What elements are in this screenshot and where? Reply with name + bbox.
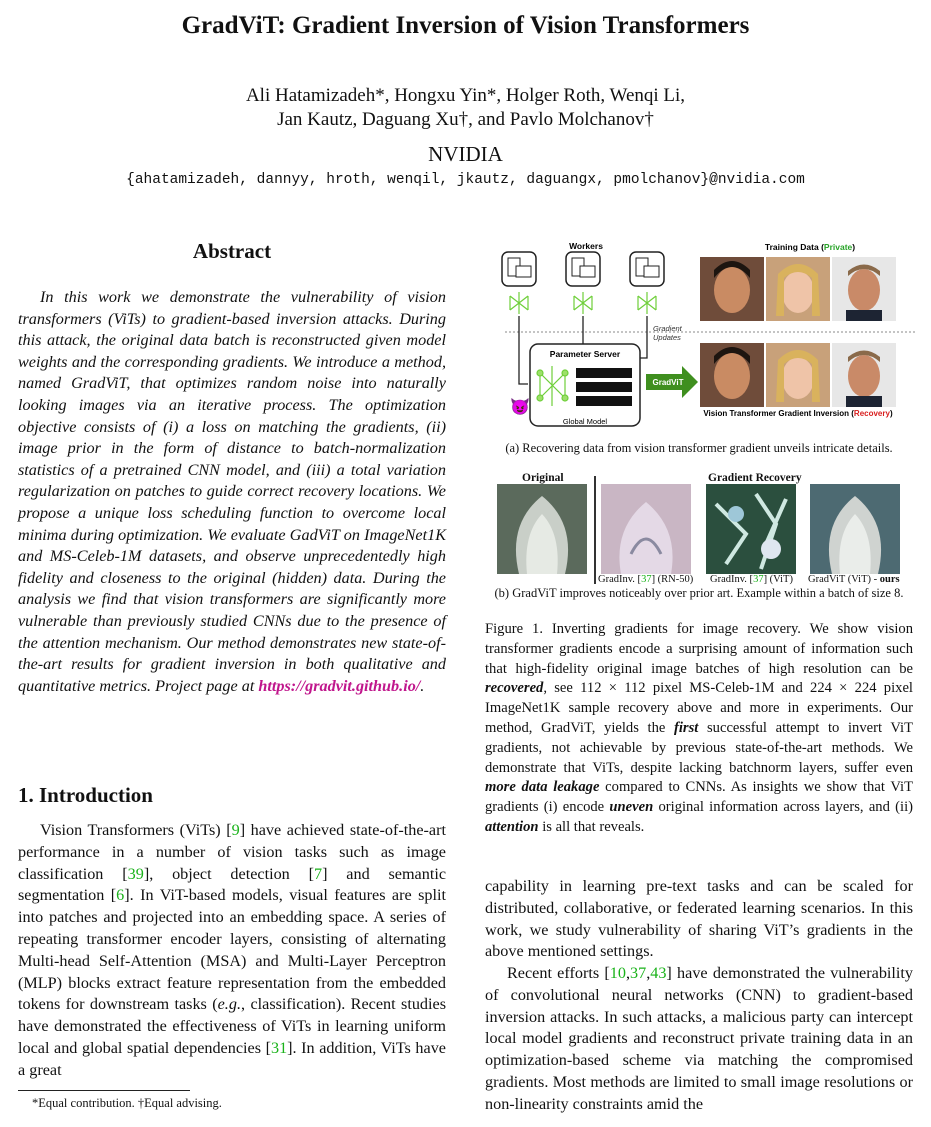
abstract-end: . [420,676,425,695]
gradvit-image [810,484,900,574]
gradient-updates-label-2: Updates [653,333,681,342]
eg-text: e.g. [217,995,241,1014]
figure-1a-diagram [490,238,915,438]
project-page-link[interactable]: https://gradvit.github.io/ [258,676,421,695]
figure-1b-caption: (b) GradViT improves noticeably over prior art. Example within a batch of size 8. [494,586,904,600]
recovered-face-3 [832,343,896,407]
recovered-face-2 [766,343,830,407]
intro-text: ] and semantic segmentation [ [18,864,447,905]
workers-label: Workers [569,241,603,251]
figure-1-caption: Figure 1. Inverting gradients for image recovery. We show vision transformer gradients encode a surprising amount of information such that high-fidelity original image batches of high resolution can be recovered, see 112 × 112 pixel MS-Celeb-1M and 224 × 224 pixel ImageNet1K sample recovery above and more in experiments. Our method, GradViT, yields the first successful attempt to invert ViT gradients, not achievable by previous state-of-the-art methods. We demonstrate that ViTs, despite lacking batchnorm layers, suffer even more data leakage compared to CNNs. As insights we show that ViT gradients (i) encode uneven original information across layers, and (ii) attention is all that reveals. [485,621,913,835]
attacker-devil-icon: 😈 [510,399,530,416]
affiliation: NVIDIA [428,142,503,166]
intro-text: , classification). Recent studies have demonstrated the effectiveness of ViTs in learning uniform local and global spatial dependencies [ [18,995,446,1057]
worker-icon-1 [502,252,536,286]
recovery-label: Vision Transformer Gradient Inversion (Recovery) [703,409,893,418]
gradient-recovery-label: Gradient Recovery [708,472,802,484]
gradinv-vit-image [706,484,796,574]
intro-text: ]. In ViT-based models, visual features are split into patches and projected into an embedding space. A series of repeating transformer encoder layers, consisting of alternating Multi-head Self-Attention (MSA) and Multi-Layer Perceptron (MLP) blocks extract feature representation from the embedded tokens for downstream tasks ( [18,886,446,1014]
citation-link[interactable]: 7 [313,864,323,883]
citation-link[interactable]: 31 [270,1038,288,1057]
intro-paragraph-1 [18,820,446,1082]
gradinv-rn50-image [601,484,691,574]
footnote-rule [18,1090,190,1091]
authors-line-2: Jan Kautz, Daguang Xu†, and Pavlo Molchanov† [277,109,654,130]
training-face-1 [700,257,764,321]
gradinv-vit-label: GradInv. [37] (ViT) [710,574,793,585]
citation-link[interactable]: 43 [650,964,667,982]
training-face-3 [832,257,896,321]
intro-text: ]. In addition, ViTs have a great [18,1038,446,1079]
citation-link[interactable]: 9 [231,821,240,839]
intro-text: Vision Transformers (ViTs) [ [40,821,232,839]
abstract-text: In this work we demonstrate the vulnerability of vision transformers (ViTs) to gradient-based inversion attacks. During this attack, the original data batch is reconstructed given model weights and the corresponding gradients. We introduce a method, named GradViT, that optimizes random noise into naturally looking images via an iterative process. The optimization objective consists of (i) a loss on matching the gradients, (ii) image prior in the form of distance to batch-normalization statistics of a pretrained CNN model, and (iii) a total variation regularization on patches to guide correct recovery locations. We propose a unique loss scheduling function to overcome local minima during optimization. We evaluate GadViT on ImageNet1K and MS-Celeb-1M datasets, and observe unprecedentedly high fidelity and closeness to the original (hidden) data. During the analysis we find that vision transformers are significantly more vulnerable than previously studied CNNs due to the presence of the attention mechanism. Our method demonstrates new state-of-the-art results for gradient inversion in both qualitative and quantitative metrics. Project page at [18,288,446,695]
authors-line-1: Ali Hatamizadeh*, Hongxu Yin*, Holger Roth, Wenqi Li, [245,85,686,106]
author-list [0,84,931,132]
gradinv-rn50-label: GradInv. [37] (RN-50) [598,574,694,585]
training-face-2 [766,257,830,321]
worker-network-icons [510,292,656,314]
figure-1a-caption: (a) Recovering data from vision transformer gradient unveils intricate details. [505,441,893,455]
figure-divider [594,476,596,584]
intro-right-paragraph-2: Recent efforts [10,37,43] have demonstrated the vulnerability of convolutional neural networks (CNN) to gradient-based inversion attacks. In such attacks, a malicious party can intercept local model gradients and reconstruct private training data in an optimization-based scheme via matching the compromised gradients. Most methods are limited to small image resolutions or non-linearity constraints amid the [485,964,913,1113]
intro-text: ] have achieved state-of-the-art performance in a number of vision tasks such as image classification [ [18,821,446,883]
citation-link[interactable]: 10 [609,964,626,982]
abstract-heading: Abstract [192,239,272,263]
original-label: Original [522,472,564,484]
recovered-face-1 [700,343,764,407]
section-heading-introduction: 1. Introduction [18,783,153,807]
original-image [497,484,587,574]
citation-link[interactable]: 37 [630,964,647,982]
footnote: *Equal contribution. †Equal advising. [32,1096,222,1110]
paper-title: GradViT: Gradient Inversion of Vision Transformers [181,12,750,39]
parameter-server-label: Parameter Server [549,349,621,359]
gradient-updates-label-1: Gradient [653,324,682,333]
worker-icon-2 [566,252,600,286]
abstract-body [18,287,446,697]
intro-right-paragraph-1: capability in learning pre-text tasks and can be scaled for distributed, collaborative, or federated learning scenarios. In this work, we study vulnerability of sharing ViT’s gradients in the above mentioned settings. [485,877,913,961]
server-rack-icon [576,368,632,406]
global-model-label: Global Model [562,417,608,426]
author-emails: {ahatamizadeh, dannyy, hroth, wenqil, jkautz, daguangx, pmolchanov}@nvidia.com [126,172,805,188]
intro-text: ], object detection [ [143,864,314,883]
citation-link[interactable]: 6 [116,886,125,905]
worker-icon-3 [630,252,664,286]
training-data-label: Training Data (Private) [764,242,856,252]
gradvit-arrow-label: GradViT [652,378,684,387]
gradvit-ours-label: GradViT (ViT) - ours [808,574,900,585]
citation-link[interactable]: 39 [127,864,144,883]
